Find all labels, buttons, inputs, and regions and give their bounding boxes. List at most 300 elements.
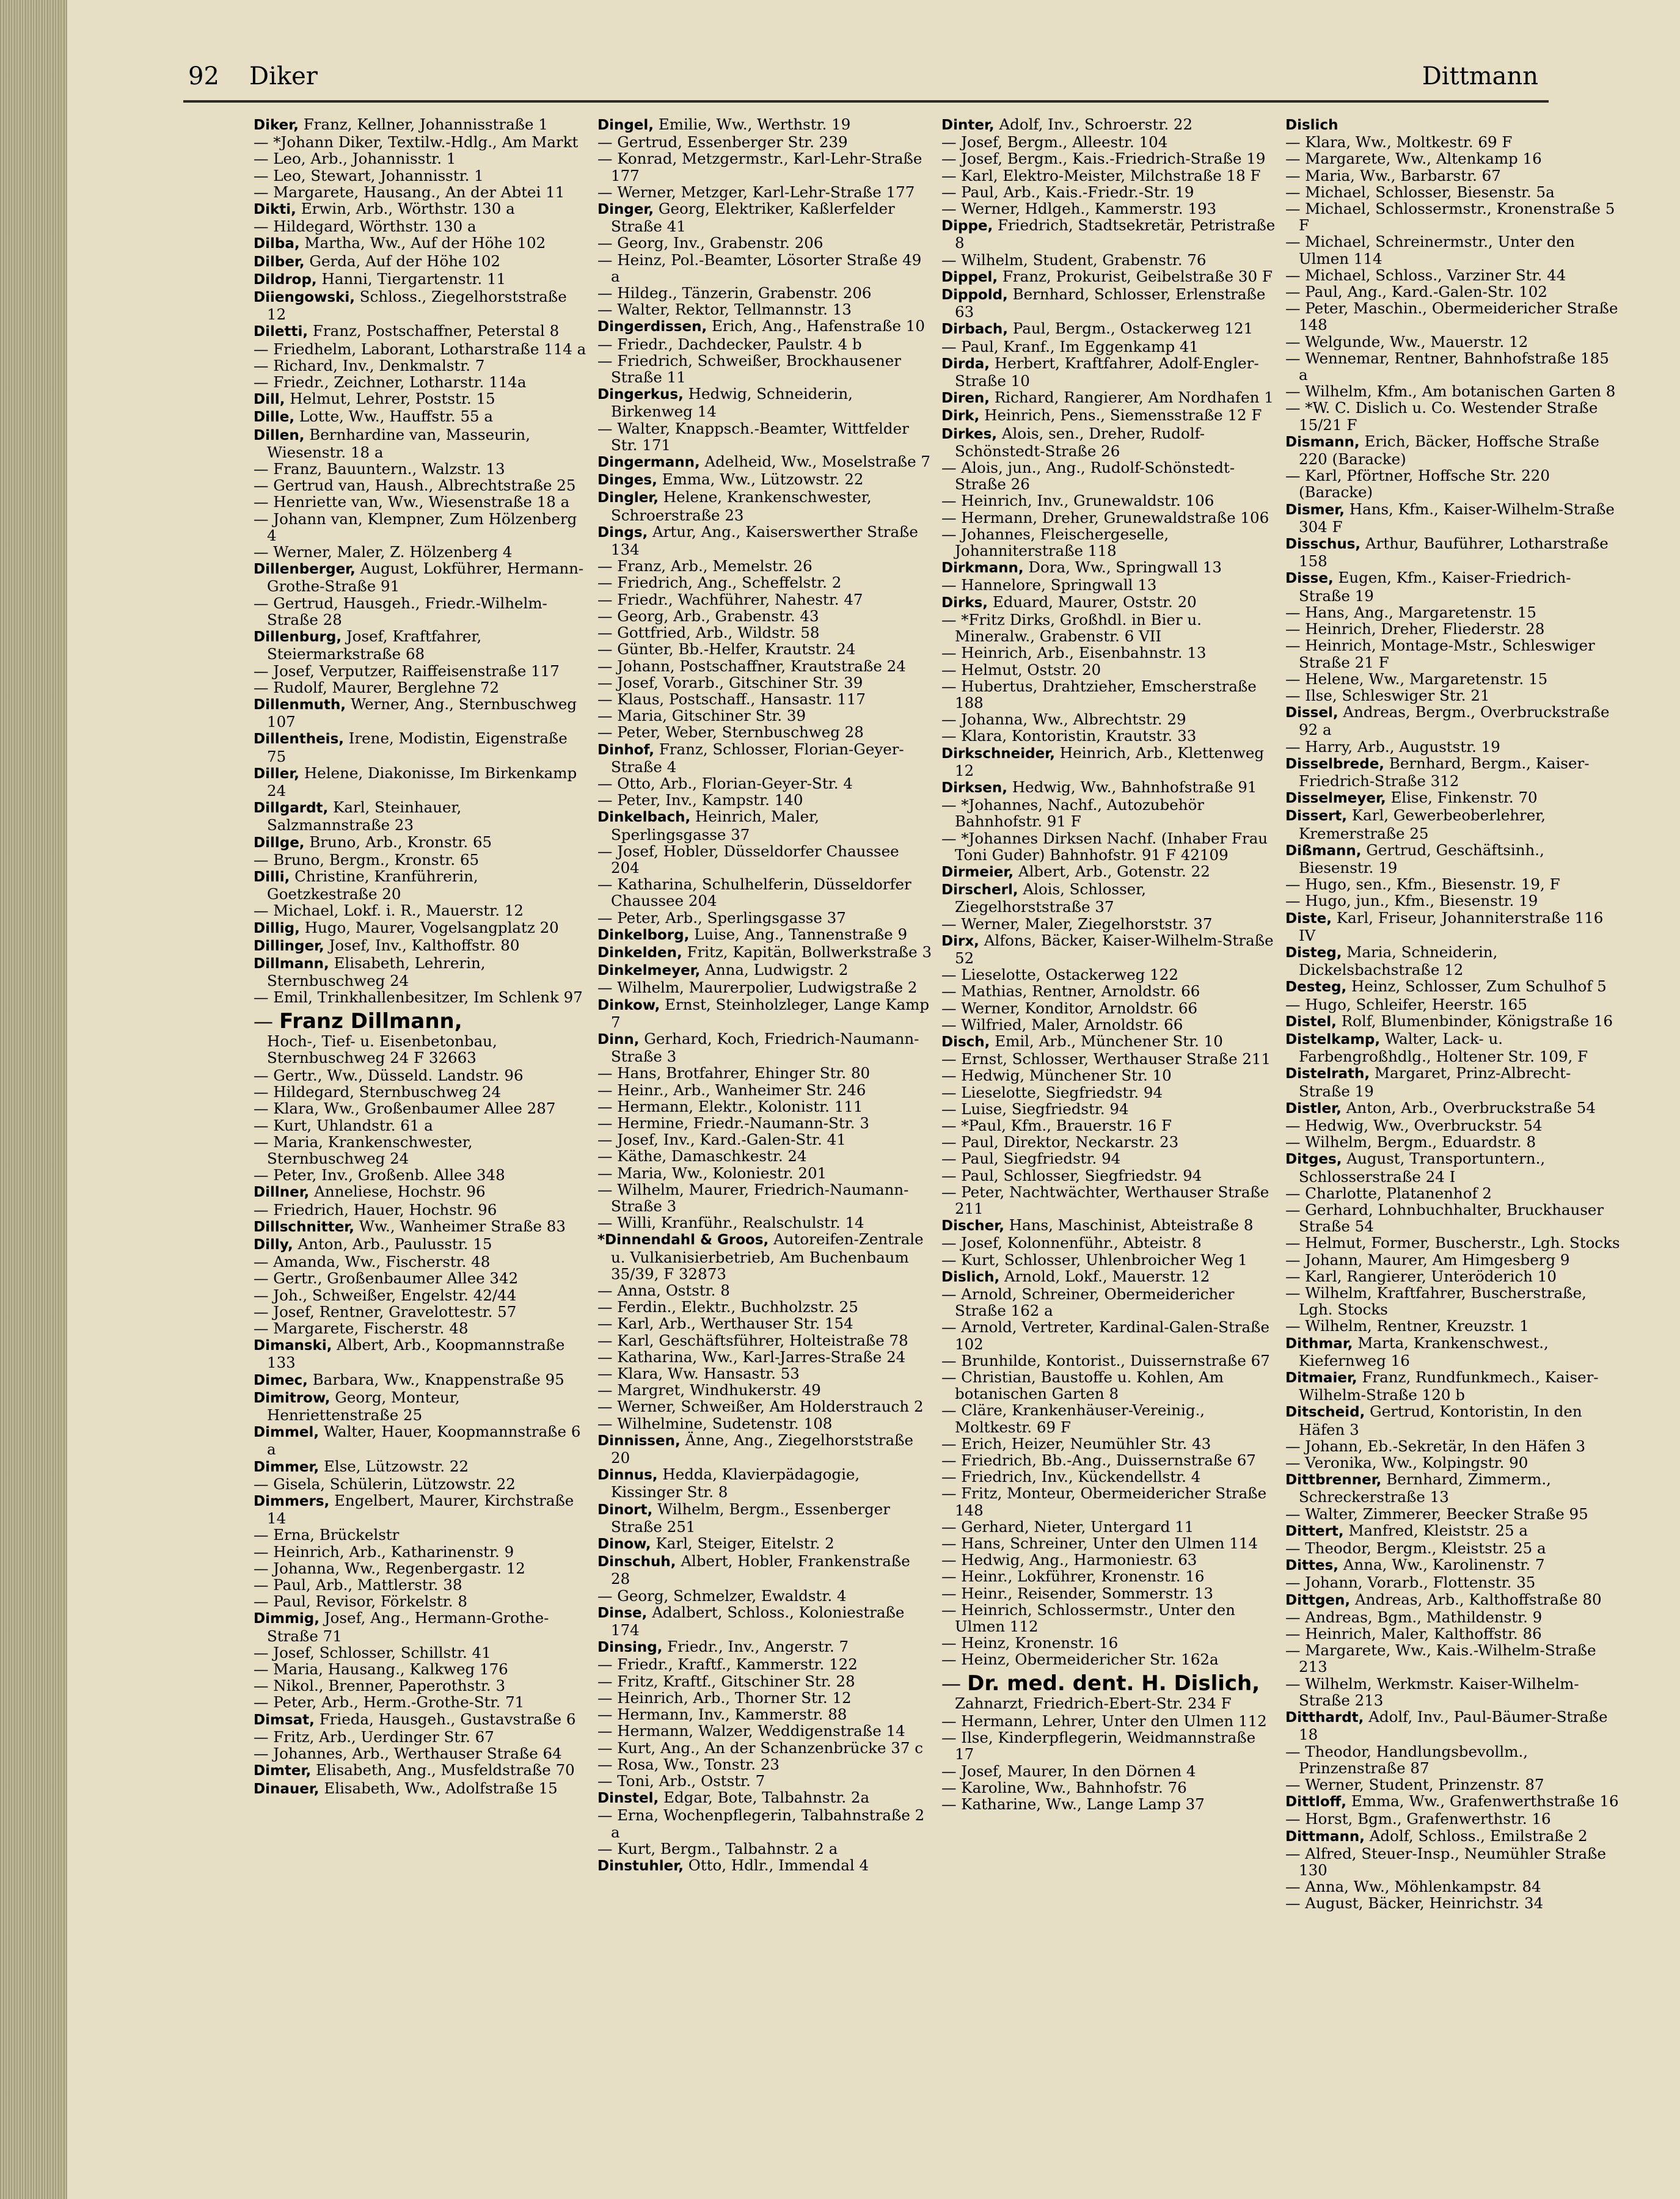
- entry-surname: Dithmar,: [1285, 1335, 1353, 1352]
- directory-entry: [941, 1402, 1276, 1435]
- entry-details: Eugen, Kfm., Kaiser-Friedrich-Straße 19: [1299, 569, 1571, 605]
- directory-entry: [941, 150, 1276, 167]
- entry-details: — Paul, Ang., Kard.-Galen-Str. 102: [1285, 283, 1547, 301]
- directory-entry: [1285, 738, 1620, 755]
- directory-entry: [254, 1610, 588, 1644]
- directory-entry: [1285, 876, 1620, 892]
- entry-details: — Peter, Arb., Sperlingsgasse 37: [597, 908, 846, 927]
- entry-details: — Josef, Schlosser, Schillstr. 41: [254, 1643, 491, 1661]
- directory-entry: [941, 1319, 1276, 1352]
- entry-details: — Georg, Inv., Grabenstr. 206: [597, 234, 824, 252]
- entry-surname: Dinkelmeyer,: [597, 963, 701, 979]
- entry-details: — Cläre, Krankenhäuser-Vereinig., Moltkestr. 69 F: [941, 1401, 1205, 1436]
- directory-entry: [941, 594, 1276, 611]
- directory-entry: [1285, 399, 1620, 432]
- directory-entry: [941, 611, 1276, 644]
- directory-entry: [941, 1067, 1276, 1084]
- entry-surname: Dismann,: [1285, 434, 1360, 450]
- directory-entry: [1285, 978, 1620, 996]
- entry-surname: Dirkschneider,: [941, 745, 1055, 762]
- entry-details: Bernhard, Bergm., Kaiser-Friedrich-Straße 312: [1299, 754, 1590, 790]
- directory-entry: [1285, 1676, 1620, 1709]
- entry-details: Andreas, Arb., Kalthoffstraße 80: [1354, 1590, 1602, 1608]
- entry-details: — Hermann, Dreher, Grunewaldstraße 106: [941, 508, 1269, 527]
- directory-entry: [1285, 996, 1620, 1013]
- directory-entry: [941, 797, 1276, 830]
- entry-details: — Kurt, Ang., An der Schanzenbrücke 37 c: [597, 1738, 923, 1757]
- directory-entry: [597, 1673, 932, 1690]
- entry-details: — Heinrich, Arb., Thorner Str. 12: [597, 1688, 852, 1707]
- entry-details: Emma, Ww., Lützowstr. 22: [662, 470, 864, 489]
- directory-entry: [597, 641, 932, 657]
- directory-entry: [254, 1253, 588, 1270]
- entry-surname: Dingerdissen,: [597, 319, 707, 335]
- directory-entry: [941, 728, 1276, 744]
- entry-details: — Johanna, Ww., Albrechtstr. 29: [941, 710, 1186, 729]
- entry-details: Elisabeth, Ang., Musfeldstraße 70: [316, 1761, 575, 1779]
- directory-entry: [1285, 755, 1620, 789]
- entry-surname: Dinow,: [597, 1536, 651, 1553]
- entry-surname: Dirx,: [941, 933, 979, 949]
- entry-surname: Dilba,: [254, 236, 300, 252]
- directory-entry: [1285, 1285, 1620, 1318]
- directory-entry: [254, 1067, 588, 1084]
- entry-surname: Dillen,: [254, 427, 305, 443]
- entry-details: — Hedwig, Ang., Harmoniestr. 63: [941, 1551, 1197, 1569]
- entry-surname: Ditthardt,: [1285, 1710, 1364, 1726]
- directory-entry: [941, 577, 1276, 593]
- directory-entry: [1285, 1845, 1620, 1878]
- entry-details: — Josef, Inv., Kard.-Galen-Str. 41: [597, 1131, 846, 1149]
- entry-surname: Dirksen,: [941, 779, 1008, 796]
- directory-entry: [941, 745, 1276, 779]
- entry-details: Karl, Steinhauer, Salzmannstraße 23: [267, 798, 462, 834]
- entry-details: Else, Lützowstr. 22: [324, 1457, 469, 1475]
- advertisement-entry: — Franz Dillmann, Hoch-, Tief- u. Eisenbetonbau, Sternbuschweg 24 F 32663: [254, 1010, 588, 1066]
- directory-entry: [597, 1098, 932, 1115]
- column-1: [254, 116, 588, 2193]
- entry-details: — Heinz, Kronenstr. 16: [941, 1634, 1119, 1652]
- directory-entry: [1285, 704, 1620, 738]
- entry-details: Marta, Krankenschwest., Kiefernweg 16: [1299, 1333, 1549, 1369]
- entry-surname: Dinger,: [597, 202, 654, 218]
- entry-details: — Josef, Kolonnenführ., Abteistr. 8: [941, 1234, 1202, 1252]
- entry-details: — Margarete, Hausang., An der Abtei 11: [254, 183, 565, 201]
- directory-entry: [254, 1677, 588, 1694]
- directory-entry: [941, 916, 1276, 932]
- entry-surname: Dimmig,: [254, 1611, 320, 1627]
- directory-entry: [1285, 910, 1620, 944]
- entry-surname: Dimsat,: [254, 1712, 315, 1728]
- directory-entry: [1285, 1793, 1620, 1811]
- directory-entry: [254, 511, 588, 544]
- entry-details: — Nikol., Brenner, Paperothstr. 3: [254, 1677, 506, 1695]
- entry-details: Christine, Kranführerin, Goetzkestraße 20: [267, 867, 478, 903]
- entry-details: — Helmut, Former, Buscherstr., Lgh. Stocks: [1285, 1234, 1620, 1252]
- entry-details: Richard, Rangierer, Am Nordhafen 1: [994, 388, 1274, 407]
- directory-entry: [597, 1398, 932, 1415]
- directory-entry: [254, 902, 588, 919]
- entry-surname: Distel,: [1285, 1013, 1337, 1030]
- entry-surname: Dinschuh,: [597, 1554, 676, 1570]
- entry-details: Frieda, Hausgeh., Gustavstraße 6: [319, 1710, 576, 1728]
- entry-details: — Gertrud, Hausgeh., Friedr.-Wilhelm-Straße 28: [254, 594, 547, 629]
- directory-entry: [254, 595, 588, 628]
- directory-entry: [597, 1857, 932, 1875]
- entry-details: — Johannes, Fleischergeselle, Johanniterstraße 118: [941, 525, 1169, 560]
- advertisement-entry: — Dr. med. dent. H. Dislich, Zahnarzt, Friedrich-Ebert-Str. 234 F: [941, 1672, 1276, 1712]
- entry-details: — Walter, Zimmerer, Beecker Straße 95: [1285, 1504, 1588, 1523]
- entry-surname: Dillgardt,: [254, 800, 329, 817]
- column-3: [941, 116, 1276, 2193]
- entry-details: — Hubertus, Drahtzieher, Emscherstraße 188: [941, 677, 1257, 712]
- entry-details: — Friedr., Zeichner, Lotharstr. 114a: [254, 373, 527, 392]
- entry-details: — Peter, Weber, Sternbuschweg 28: [597, 723, 864, 742]
- directory-entry: [254, 1084, 588, 1100]
- entry-details: — Rosa, Ww., Tonstr. 23: [597, 1755, 780, 1773]
- entry-details: — Hans, Brotfahrer, Ehinger Str. 80: [597, 1064, 871, 1082]
- directory-entry: [941, 711, 1276, 728]
- entry-surname: Dillig,: [254, 920, 300, 936]
- directory-entry: [597, 910, 932, 926]
- entry-details: — Hermann, Inv., Kammerstr. 88: [597, 1705, 847, 1724]
- directory-entry: [597, 420, 932, 453]
- directory-entry: [597, 741, 932, 775]
- entry-details: — Gertrud van, Haush., Albrechtstraße 25: [254, 476, 576, 495]
- directory-entry: [254, 1320, 588, 1337]
- entry-surname: Dirks,: [941, 594, 988, 611]
- entry-surname: Dill,: [254, 392, 285, 408]
- directory-entry: [597, 116, 932, 134]
- entry-details: — Brunhilde, Kontorist., Duissernstraße 67: [941, 1351, 1270, 1369]
- entry-details: — Peter, Arb., Herm.-Grothe-Str. 71: [254, 1693, 525, 1712]
- directory-entry: [597, 150, 932, 183]
- entry-surname: Dismer,: [1285, 501, 1345, 518]
- directory-entry: [1285, 501, 1620, 535]
- directory-entry: [1285, 1202, 1620, 1234]
- entry-details: — Johannes, Arb., Werthauser Straße 64: [254, 1745, 562, 1763]
- directory-entry: [254, 1711, 588, 1729]
- directory-entry: [254, 1117, 588, 1134]
- directory-entry: [254, 200, 588, 218]
- entry-surname: Dingermann,: [597, 454, 700, 471]
- directory-entry: [941, 509, 1276, 526]
- directory-entry: [597, 336, 932, 352]
- directory-entry: [597, 1706, 932, 1723]
- directory-entry: [254, 323, 588, 340]
- directory-entry: [597, 184, 932, 200]
- directory-entry: [597, 318, 932, 335]
- directory-entry: [254, 1287, 588, 1304]
- entry-details: Franz, Postschaffner, Peterstal 8: [312, 322, 560, 340]
- directory-entry: [597, 1466, 932, 1500]
- entry-details: — Wilhelm, Kfm., Am botanischen Garten 8: [1285, 382, 1616, 401]
- directory-entry: [1285, 892, 1620, 909]
- entry-details: Änne, Ang., Ziegelhorststraße 20: [611, 1431, 913, 1467]
- entry-details: — Ernst, Schlosser, Werthauser Straße 211: [941, 1050, 1271, 1068]
- directory-entry: [597, 1299, 932, 1315]
- entry-details: — Johann, Postschaffner, Krautstraße 24: [597, 657, 906, 675]
- directory-entry: [941, 1535, 1276, 1552]
- entry-details: Adolf, Inv., Schroerstr. 22: [999, 116, 1193, 133]
- directory-entry: [1285, 842, 1620, 876]
- entry-surname: Diiengowski,: [254, 290, 355, 306]
- entry-details: — Paul, Revisor, Förkelstr. 8: [254, 1592, 467, 1611]
- directory-entry: [597, 200, 932, 235]
- entry-details: — Klaus, Postschaff., Hansastr. 117: [597, 690, 866, 708]
- entry-details: — Werner, Maler, Ziegelhorststr. 37: [941, 914, 1213, 933]
- directory-entry: [1285, 944, 1620, 978]
- directory-entry: [597, 1030, 932, 1065]
- entry-surname: Dinort,: [597, 1501, 653, 1518]
- directory-entry: [254, 1389, 588, 1423]
- entry-surname: Dirbach,: [941, 321, 1009, 338]
- entry-details: — Kurt, Uhlandstr. 61 a: [254, 1116, 433, 1134]
- entry-surname: Dikti,: [254, 202, 296, 218]
- entry-details: — Heinrich, Dreher, Fliederstr. 28: [1285, 620, 1545, 638]
- entry-surname: Dittes,: [1285, 1558, 1339, 1574]
- entry-surname: Dimmer,: [254, 1459, 320, 1475]
- entry-details: — Kurt, Bergm., Talbahnstr. 2 a: [597, 1839, 838, 1858]
- entry-details: Herbert, Kraftfahrer, Adolf-Engler-Straße 10: [955, 354, 1259, 390]
- entry-details: Margaret, Prinz-Albrecht-Straße 19: [1299, 1064, 1571, 1100]
- entry-details: — Wilhelm, Rentner, Kreuzstr. 1: [1285, 1317, 1529, 1335]
- directory-entry: [1285, 184, 1620, 200]
- directory-entry: [1285, 1438, 1620, 1454]
- entry-details: Hedda, Klavierpädagogie, Kissinger Str. 8: [611, 1465, 860, 1501]
- page-number: 92: [188, 62, 219, 90]
- entry-details: Hans, Kfm., Kaiser-Wilhelm-Straße 304 F: [1299, 500, 1615, 536]
- entry-surname: Dislich,: [941, 1269, 1000, 1285]
- directory-entry: [254, 1458, 588, 1476]
- book-page-edge: [0, 0, 73, 2199]
- entry-surname: Dissert,: [1285, 808, 1348, 825]
- entry-surname: Dinnus,: [597, 1467, 658, 1484]
- directory-entry: [597, 691, 932, 707]
- entry-details: Gerda, Auf der Höhe 102: [309, 252, 501, 270]
- entry-surname: Dillner,: [254, 1184, 310, 1201]
- entry-details: Heinrich, Maler, Sperlingsgasse 37: [611, 808, 819, 844]
- directory-entry: [941, 355, 1276, 389]
- directory-entry: [254, 1729, 588, 1745]
- directory-entry: [1285, 1556, 1620, 1574]
- entry-details: — Heinrich, Arb., Eisenbahnstr. 13: [941, 644, 1207, 662]
- directory-entry: [254, 1661, 588, 1677]
- entry-details: — Walter, Knappsch.-Beamter, Wittfelder Str. 171: [597, 419, 909, 454]
- directory-entry: [941, 1252, 1276, 1268]
- entry-details: Martha, Ww., Auf der Höhe 102: [304, 234, 546, 252]
- directory-entry: [254, 1762, 588, 1779]
- directory-entry: [254, 1270, 588, 1286]
- entry-details: — Johann, Vorarb., Flottenstr. 35: [1285, 1574, 1536, 1592]
- header-first-entry: Diker: [249, 62, 318, 90]
- entry-details: — Luise, Siegfriedstr. 94: [941, 1100, 1129, 1118]
- entry-details: — Wilhelm, Maurerpolier, Ludwigstraße 2: [597, 979, 918, 997]
- directory-entry: [941, 116, 1276, 134]
- entry-details: — Margarete, Ww., Kais.-Wilhelm-Straße 213: [1285, 1641, 1596, 1676]
- directory-entry: [597, 1840, 932, 1857]
- entry-surname: Dillenmuth,: [254, 696, 346, 713]
- directory-entry: [1285, 1030, 1620, 1065]
- entry-details: — Klara, Ww., Großenbaumer Allee 287: [254, 1100, 556, 1118]
- directory-entry: [597, 1604, 932, 1638]
- directory-entry: [1285, 1013, 1620, 1030]
- entry-surname: Dimec,: [254, 1372, 308, 1388]
- entry-surname: Dillschnitter,: [254, 1219, 354, 1235]
- entry-details: — Heinrich, Schlossermstr., Unter den Ulmen 112: [941, 1600, 1235, 1636]
- entry-surname: Dingel,: [597, 117, 654, 133]
- entry-details: — Klara, Kontoristin, Krautstr. 33: [941, 727, 1197, 745]
- entry-details: — Karoline, Ww., Bahnhofstr. 76: [941, 1778, 1187, 1796]
- entry-surname: Dittbrenner,: [1285, 1472, 1382, 1489]
- entry-details: — Hedwig, Ww., Overbruckstr. 54: [1285, 1116, 1543, 1134]
- directory-entry: [254, 799, 588, 833]
- directory-entry: [597, 1656, 932, 1672]
- directory-entry: [254, 218, 588, 235]
- entry-surname: Dinse,: [597, 1605, 648, 1621]
- directory-entry: [597, 1756, 932, 1773]
- directory-entry: [941, 1585, 1276, 1602]
- entry-details: — Klara, Ww. Hansastr. 53: [597, 1365, 800, 1383]
- directory-entry: [941, 932, 1276, 966]
- entry-surname: Dinkelbach,: [597, 809, 691, 826]
- entry-details: — Hildeg., Tänzerin, Grabenstr. 206: [597, 284, 872, 302]
- directory-entry: [941, 1117, 1276, 1134]
- directory-entry: [1285, 1878, 1620, 1895]
- entry-details: — Hugo, Schleifer, Heerstr. 165: [1285, 995, 1527, 1013]
- entry-details: Adelheid, Ww., Moselstraße 7: [704, 453, 930, 471]
- entry-details: — Anna, Oststr. 8: [597, 1282, 730, 1300]
- directory-entry: [597, 1432, 932, 1466]
- directory-entry: [1285, 1185, 1620, 1202]
- directory-entry: [254, 1694, 588, 1710]
- entry-details: — Theodor, Handlungsbevollm., Prinzenstraße 87: [1285, 1742, 1528, 1777]
- entry-details: — Gerhard, Lohnbuchhalter, Bruckhauser Straße 54: [1285, 1201, 1604, 1236]
- page-header: [188, 56, 1615, 99]
- entry-surname: Ditmaier,: [1285, 1370, 1357, 1387]
- directory-entry: [597, 471, 932, 489]
- directory-entry: [254, 1644, 588, 1661]
- directory-entry: [941, 492, 1276, 509]
- entry-surname: Dippold,: [941, 287, 1008, 304]
- entry-details: — Johann, Maurer, Am Himgesberg 9: [1285, 1250, 1570, 1269]
- entry-details: — Wilhelmine, Sudetenstr. 108: [597, 1414, 833, 1432]
- entry-details: — Helene, Ww., Margaretenstr. 15: [1285, 669, 1548, 688]
- directory-entry: [1285, 1318, 1620, 1334]
- entry-details: — Andreas, Bgm., Mathildenstr. 9: [1285, 1608, 1543, 1626]
- entry-details: — Konrad, Metzgermstr., Karl-Lehr-Straße 177: [597, 150, 922, 184]
- entry-details: — *Johann Diker, Textilw.-Hdlg., Am Markt: [254, 133, 579, 151]
- entry-details: Elisabeth, Lehrerin, Sternbuschweg 24: [267, 954, 486, 990]
- entry-details: Adalbert, Schloss., Koloniestraße 174: [611, 1603, 905, 1639]
- entry-details: — Toni, Arb., Oststr. 7: [597, 1771, 765, 1790]
- directory-entry: [1285, 1252, 1620, 1268]
- entry-surname: Dillenberger,: [254, 561, 356, 578]
- entry-details: — Bruno, Bergm., Kronstr. 65: [254, 850, 480, 869]
- entry-details: — Ferdin., Elektr., Buchholzstr. 25: [597, 1298, 858, 1316]
- directory-entry: [254, 1218, 588, 1236]
- directory-entry: [254, 989, 588, 1005]
- entry-surname: Distelkamp,: [1285, 1031, 1381, 1048]
- entry-details: — Käthe, Damaschkestr. 24: [597, 1147, 807, 1165]
- entry-details: — Gisela, Schülerin, Lützowstr. 22: [254, 1475, 516, 1493]
- directory-entry: [941, 1651, 1276, 1668]
- directory-entry: [941, 1485, 1276, 1518]
- directory-entry: [941, 779, 1276, 797]
- directory-entry: [941, 134, 1276, 150]
- entry-details: Anna, Ludwigstr. 2: [705, 961, 849, 979]
- entry-details: — Margarete, Ww., Altenkamp 16: [1285, 150, 1542, 168]
- directory-entry: [254, 184, 588, 200]
- entry-details: — Ilse, Schleswiger Str. 21: [1285, 686, 1490, 704]
- directory-entry: [254, 235, 588, 252]
- entry-surname: Diller,: [254, 765, 300, 782]
- entry-details: — Maria, Gitschiner Str. 39: [597, 707, 806, 725]
- directory-entry: [1285, 1234, 1620, 1251]
- directory-entry: [597, 1789, 932, 1807]
- entry-details: Edgar, Bote, Talbahnstr. 2a: [663, 1789, 870, 1807]
- directory-entry: [254, 1304, 588, 1320]
- entry-surname: Dings,: [597, 524, 648, 541]
- directory-entry: [254, 341, 588, 357]
- entry-surname: Dittert,: [1285, 1523, 1344, 1539]
- entry-details: — Hildegard, Sternbuschweg 24: [254, 1083, 502, 1101]
- entry-surname: Dittloff,: [1285, 1794, 1347, 1811]
- entry-surname: Dimitrow,: [254, 1390, 331, 1406]
- directory-entry: [254, 1371, 588, 1389]
- entry-details: — Werner, Metzger, Karl-Lehr-Straße 177: [597, 183, 915, 201]
- directory-entry: [254, 1745, 588, 1762]
- entry-surname: Dinn,: [597, 1031, 640, 1048]
- directory-entry: [1285, 433, 1620, 467]
- entry-details: Bruno, Arb., Kronstr. 65: [309, 833, 492, 851]
- directory-entry: [1285, 334, 1620, 350]
- directory-entry: [941, 425, 1276, 459]
- directory-entry: [254, 1236, 588, 1253]
- entry-details: Emilie, Ww., Werthstr. 19: [658, 116, 851, 133]
- entry-surname: Disschus,: [1285, 536, 1361, 553]
- directory-entry: [1285, 1591, 1620, 1609]
- directory-entry: [597, 775, 932, 792]
- entry-details: — Maria, Hausang., Kalkweg 176: [254, 1660, 508, 1679]
- directory-entry: [254, 1780, 588, 1798]
- entry-details: — Ilse, Kinderpflegerin, Weidmannstraße 17: [941, 1729, 1256, 1763]
- directory-entry: [254, 288, 588, 323]
- entry-surname: Desteg,: [1285, 979, 1347, 996]
- entry-surname: Dilber,: [254, 253, 305, 270]
- header-rule: [183, 100, 1549, 103]
- directory-entry: [1285, 1403, 1620, 1437]
- entry-details: — Hannelore, Springwall 13: [941, 576, 1157, 594]
- directory-entry: [1285, 807, 1620, 841]
- entry-details: — Wilhelm, Maurer, Friedrich-Naumann-Straße 3: [597, 1180, 909, 1215]
- entry-details: Irene, Modistin, Eigenstraße 75: [267, 729, 568, 765]
- entry-details: — Friedrich, Schweißer, Brockhausener Straße 11: [597, 351, 901, 387]
- directory-entry: [1285, 300, 1620, 333]
- entry-details: Heinz, Schlosser, Zum Schulhof 5: [1351, 977, 1607, 996]
- directory-entry: [1285, 1150, 1620, 1184]
- entry-details: — Rudolf, Maurer, Berglehne 72: [254, 678, 500, 696]
- directory-entry: [1285, 200, 1620, 233]
- entry-details: — Henriette van, Ww., Wiesenstraße 18 a: [254, 493, 570, 511]
- directory-entry: [941, 1016, 1276, 1033]
- directory-entry: [1285, 671, 1620, 687]
- entry-details: — Hermine, Friedr.-Naumann-Str. 3: [597, 1114, 869, 1132]
- directory-entry: [597, 1588, 932, 1604]
- directory-entry: [254, 1100, 588, 1117]
- directory-entry: [941, 184, 1276, 200]
- directory-entry: [1285, 233, 1620, 266]
